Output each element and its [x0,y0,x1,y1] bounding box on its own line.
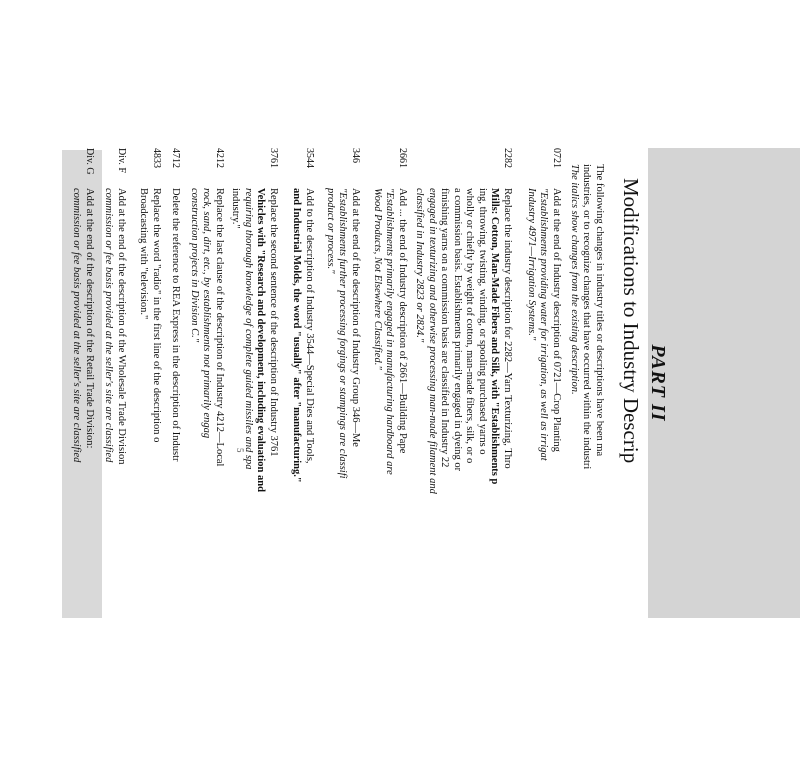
entry-line: Add at the end of the description of the Wholesale Trade Division [116,188,127,465]
entry-line: commission or fee basis provided at the seller's site are classified [71,188,83,463]
entry-text [102,188,127,608]
entry-line: "Establishments providing water for irrigation, as well as irrigat [538,188,550,461]
entry-line: construction projects in Division C." [189,188,200,343]
entry-line: Replace the word "radio" in the first line of the description o [151,188,162,443]
entry-line: "Establishments further processing forgings or stampings are classifi [337,188,349,479]
entry-text [413,188,513,608]
entry-line: engaged in texturizing and otherwise processing man-made filament and [427,188,438,494]
entry-line: Broadcasting with "television." [138,188,150,320]
entry-text [371,188,409,608]
entry-text [70,188,95,608]
entry-line: Wood Products, Not Elsewhere Classified." [372,188,383,370]
entry-code: Div. G [84,148,95,175]
entry-line: Delete the reference to REA Express in the description of Industr [170,188,181,462]
entry-text [169,188,182,608]
entry-text [137,188,162,608]
page-number: 5 [235,448,245,453]
entry-code: 346 [350,148,361,163]
entry-line: Mills: Cotton, Man-Made Fibers and Silk, with "Establishments p [489,188,501,485]
entry-line: rock, sand, dirt, etc., by establishments not primarily engag [201,188,213,439]
entry-text [525,188,563,608]
entry-line: Add ... the end of Industry description of 2661—Building Pape [397,188,408,454]
entry-line: Vehicles with "Research and development, including evaluation and [255,188,267,492]
entry-line: Add at the end of the description of Industry Group 346—Me [350,188,361,447]
entry-line: wholly or chiefly by weight of cotton, man-made fibers, silk, or o [464,188,476,464]
page-title: Modifications to Industry Descrip [619,178,643,464]
entry-line: Replace the last clause of the description of Industry 4212—Local [214,188,225,467]
entry-code: 0721 [551,148,562,168]
entry-line: Industry 4971—Irrigation Systems." [526,188,537,341]
rotated-page [71,148,675,618]
entry-text [229,188,279,608]
entry-line: commission or fee basis provided at the seller's site are classified [103,188,115,463]
entry-code: 3761 [268,148,279,168]
entry-text [188,188,226,608]
entry-line: finishing yarns on a commission basis are classified in Industry 22 [439,188,451,468]
entry-line: Add at the end of the description of the Retail Trade Division: [84,188,95,449]
entry-text [290,188,315,608]
entry-line: Add at the end of Industry description of 0721—Crop Planting [551,188,562,452]
intro-paragraph [568,164,606,604]
intro-line: The following changes in industry titles or descriptions have been ma [594,164,605,457]
entry-code: 3544 [304,148,315,168]
entry-line: industry." [230,188,242,229]
entry-code: 4833 [151,148,162,168]
intro-line: industries, or to recognize changes that have occurred within the industri [581,164,593,470]
entry-line: a commission basis. Establishments primarily engaged in dyeing or [452,188,463,472]
part-heading: PART II [647,344,669,422]
entry-line: product or process." [325,188,336,274]
entry-line: requiring thorough knowledge of complete guided missiles and spa [243,188,254,470]
entry-line: "Establishments primarily engaged in manufacturing hardboard are [384,188,396,475]
entry-line: Replace the industry description for 2282—Yarn Texturizing, Thro [502,188,513,469]
entry-code: 2661 [397,148,408,168]
entry-line: and Industrial Molds, the word "usually" after "manufacturing." [291,188,303,483]
entry-line: ing, throwing, twisting, winding, or spooling purchased yarns o [477,188,488,455]
entry-code: 2282 [502,148,513,168]
entry-code: 4712 [170,148,181,168]
entry-line: Add to the description of Industry 3544—Special Dies and Tools, [304,188,315,464]
entry-code: Div. F [116,148,127,173]
entry-text [324,188,362,608]
intro-line: The italics show changes from the existing description. [569,164,580,395]
entry-line: classified in Industry 2823 or 2824." [414,188,426,343]
entry-line: Replace the second sentence of the description of Industry 3761 [268,188,279,457]
entry-code: 4212 [214,148,225,168]
